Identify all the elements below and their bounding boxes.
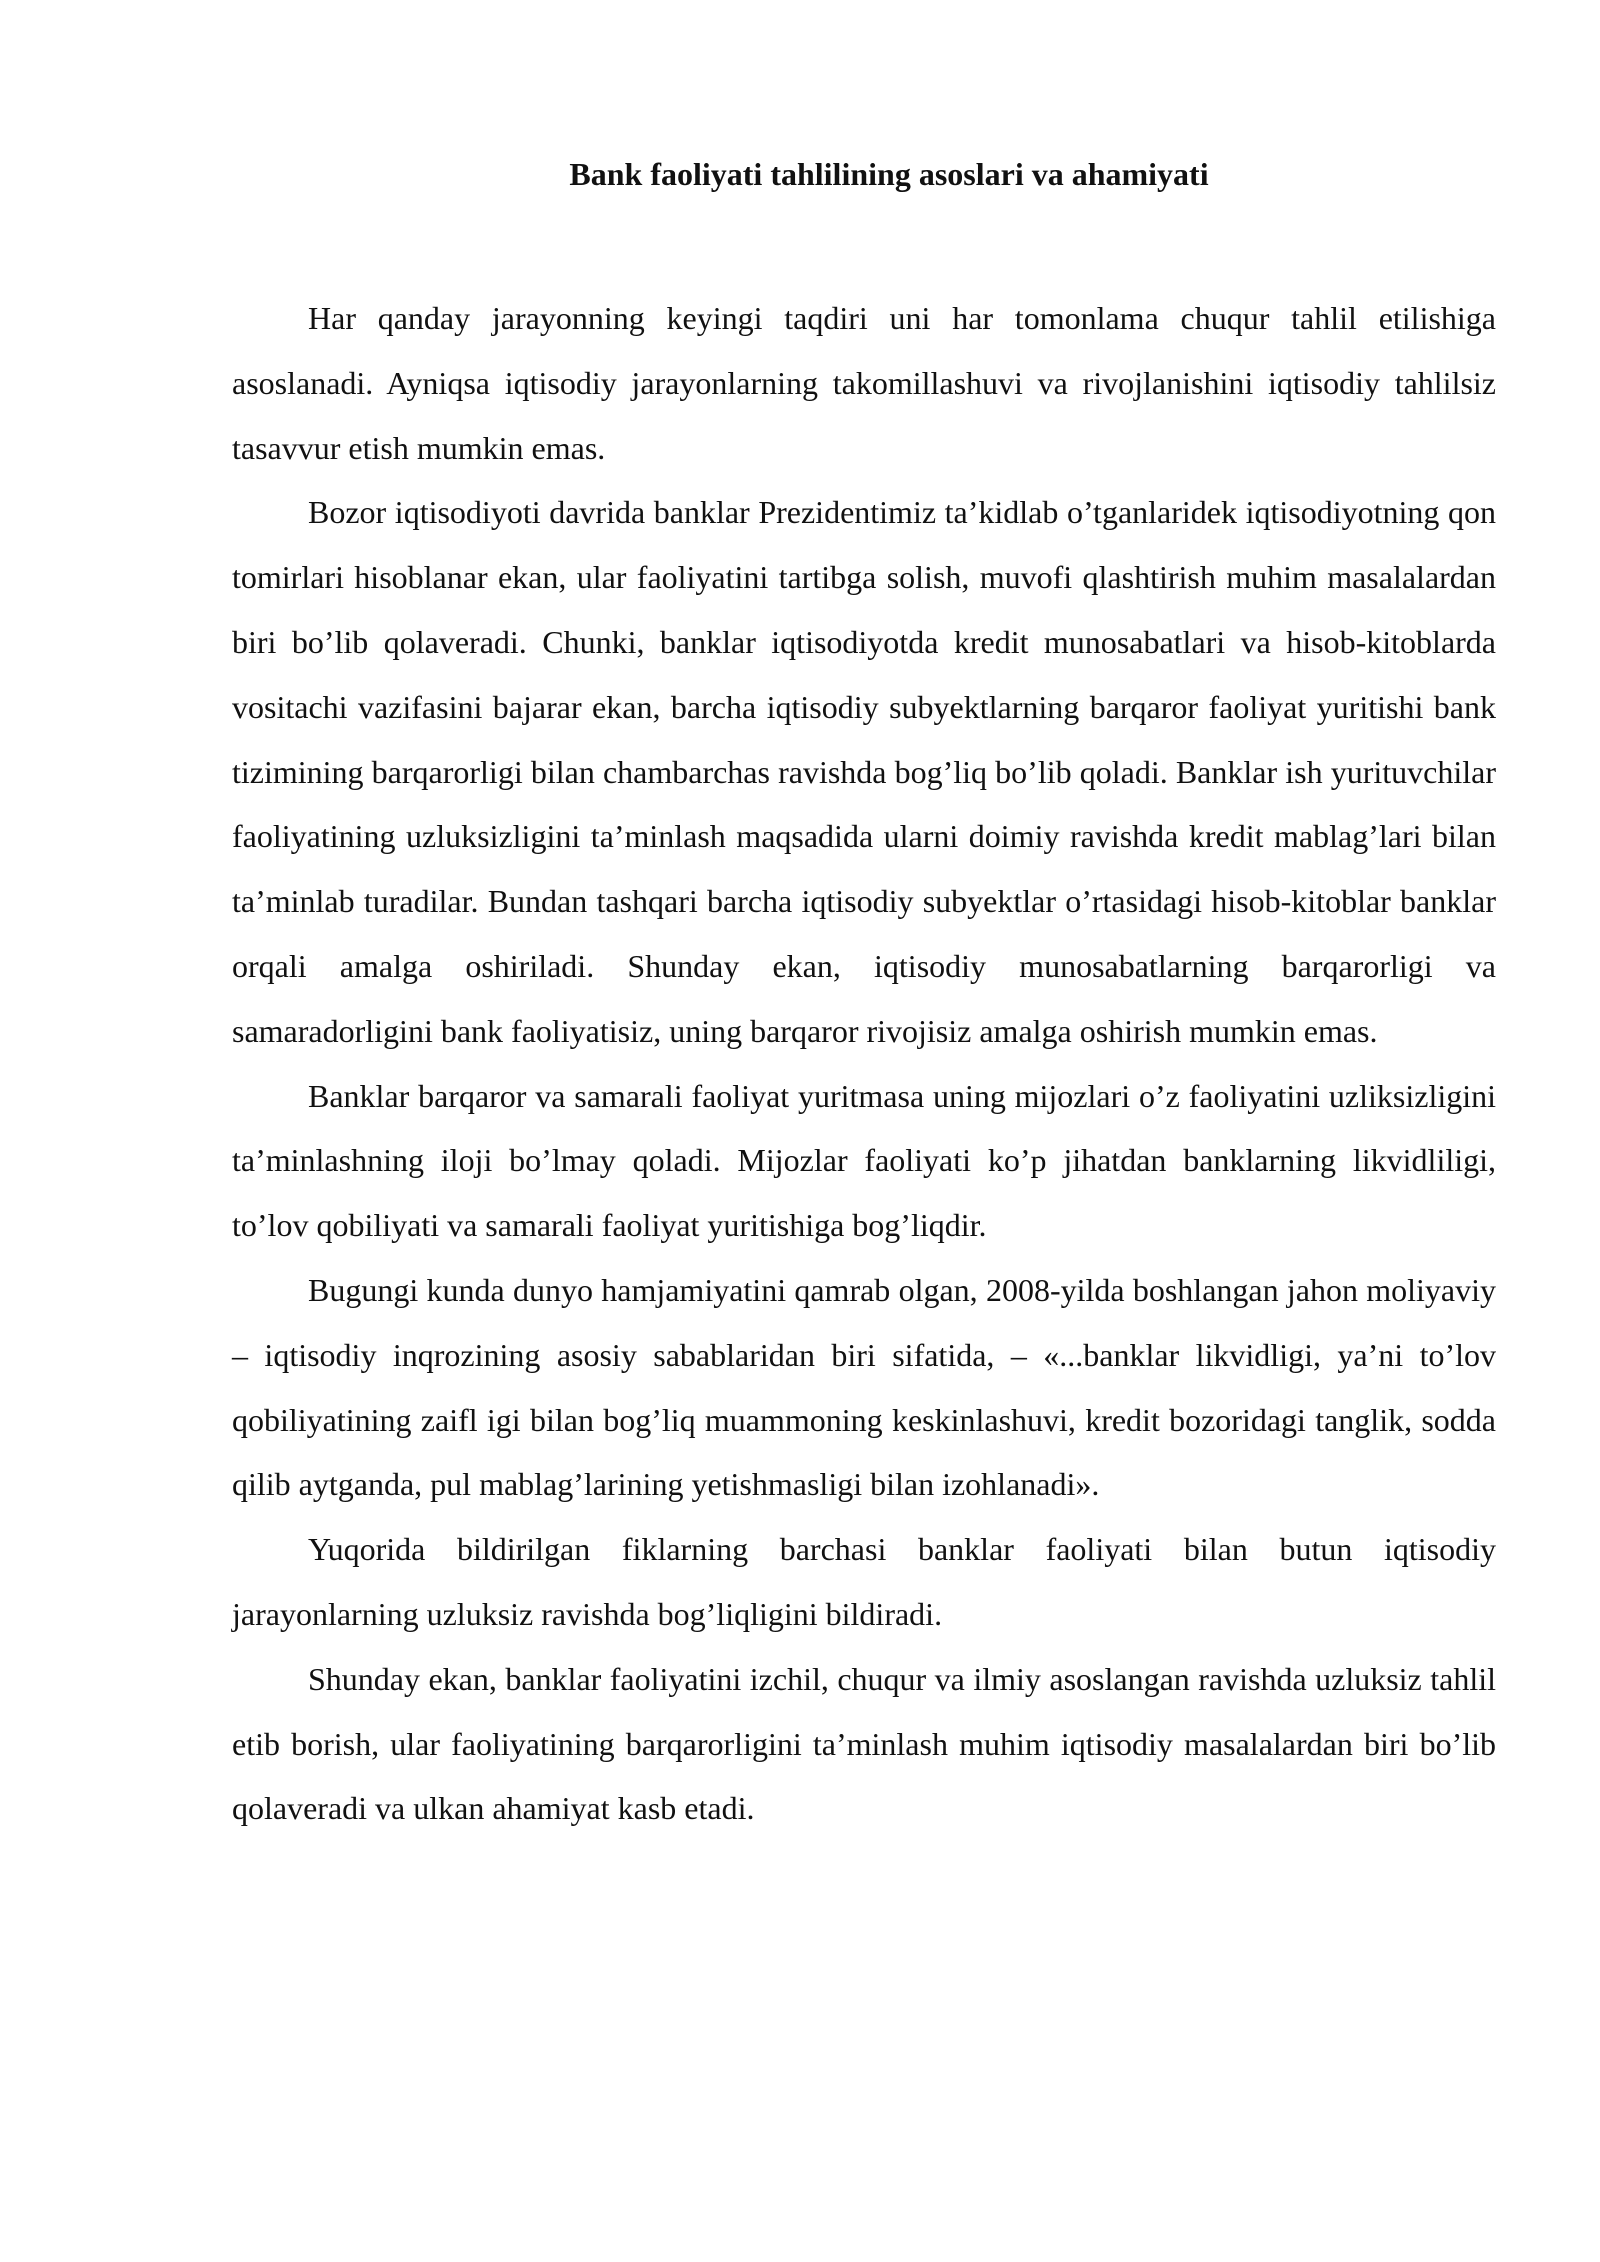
page-title: Bank faoliyati tahlilining asoslari va ahamiyati xyxy=(569,156,1209,192)
paragraph-2: Bozor iqtisodiyoti davrida banklar Prezidentimiz ta’kidlab o’tganlaridek iqtisodiyotning qon tomirlari hisoblanar ekan, ular faoliyatini tartibga solish, muvofi qlashtirish muhim masalalardan biri bo’lib qolaveradi. Chunki, banklar iqtisodiyotda kredit munosabatlari va hisob-kitoblarda vositachi vazifasini bajarar ekan, barcha iqtisodiy subyektlarning barqaror faoliyat yuritishi bank tizimining barqarorligi bilan chambarchas ravishda bog’liq bo’lib qoladi. Banklar ish yurituvchilar faoliyatining uzluksizligini ta’minlash maqsadida ularni doimiy ravishda kredit mablag’lari bilan ta’minlab turadilar. Bundan tashqari barcha iqtisodiy subyektlar o’rtasidagi hisob-kitoblar banklar orqali amalga oshiriladi. Shunday ekan, iqtisodiy munosabatlarning barqarorligi va samaradorligini bank faoliyatisiz, uning barqaror rivojisiz amalga oshirish mumkin emas. xyxy=(232,494,1496,1049)
document-body xyxy=(232,286,1496,1841)
paragraph-4: Bugungi kunda dunyo hamjamiyatini qamrab olgan, 2008-yilda boshlangan jahon moliyaviy – iqtisodiy inqrozining asosiy sabablaridan biri sifatida, – «...banklar likvidligi, ya’ni to’lov qobiliyatining zaifl igi bilan bog’liq muammoning keskinlashuvi, kredit bozoridagi tanglik, sodda qilib aytganda, pul mablag’larining yetishmasligi bilan izohlanadi». xyxy=(232,1271,1496,1503)
paragraph-3: Banklar barqaror va samarali faoliyat yuritmasa uning mijozlari o’z faoliyatini uzliksizligini ta’minlashning iloji bo’lmay qoladi. Mijozlar faoliyati ko’p jihatdan banklarning likvidliligi, to’lov qobiliyati va samarali faoliyat yuritishiga bog’liqdir. xyxy=(232,1077,1496,1244)
paragraph-5: Yuqorida bildirilgan fiklarning barchasi banklar faoliyati bilan butun iqtisodiy jarayonlarning uzluksiz ravishda bog’liqligini bildiradi. xyxy=(232,1531,1496,1632)
paragraph-1: Har qanday jarayonning keyingi taqdiri uni har tomonlama chuqur tahlil etilishiga asoslanadi. Ayniqsa iqtisodiy jarayonlarning takomillashuvi va rivojlanishini iqtisodiy tahlilsiz tasavvur etish mumkin emas. xyxy=(232,300,1496,466)
paragraph-6: Shunday ekan, banklar faoliyatini izchil, chuqur va ilmiy asoslangan ravishda uzluksiz tahlil etib borish, ular faoliyatining barqarorligini ta’minlash muhim iqtisodiy masalalardan biri bo’lib qolaveradi va ulkan ahamiyat kasb etadi. xyxy=(232,1660,1496,1827)
document-content xyxy=(232,150,1496,1841)
